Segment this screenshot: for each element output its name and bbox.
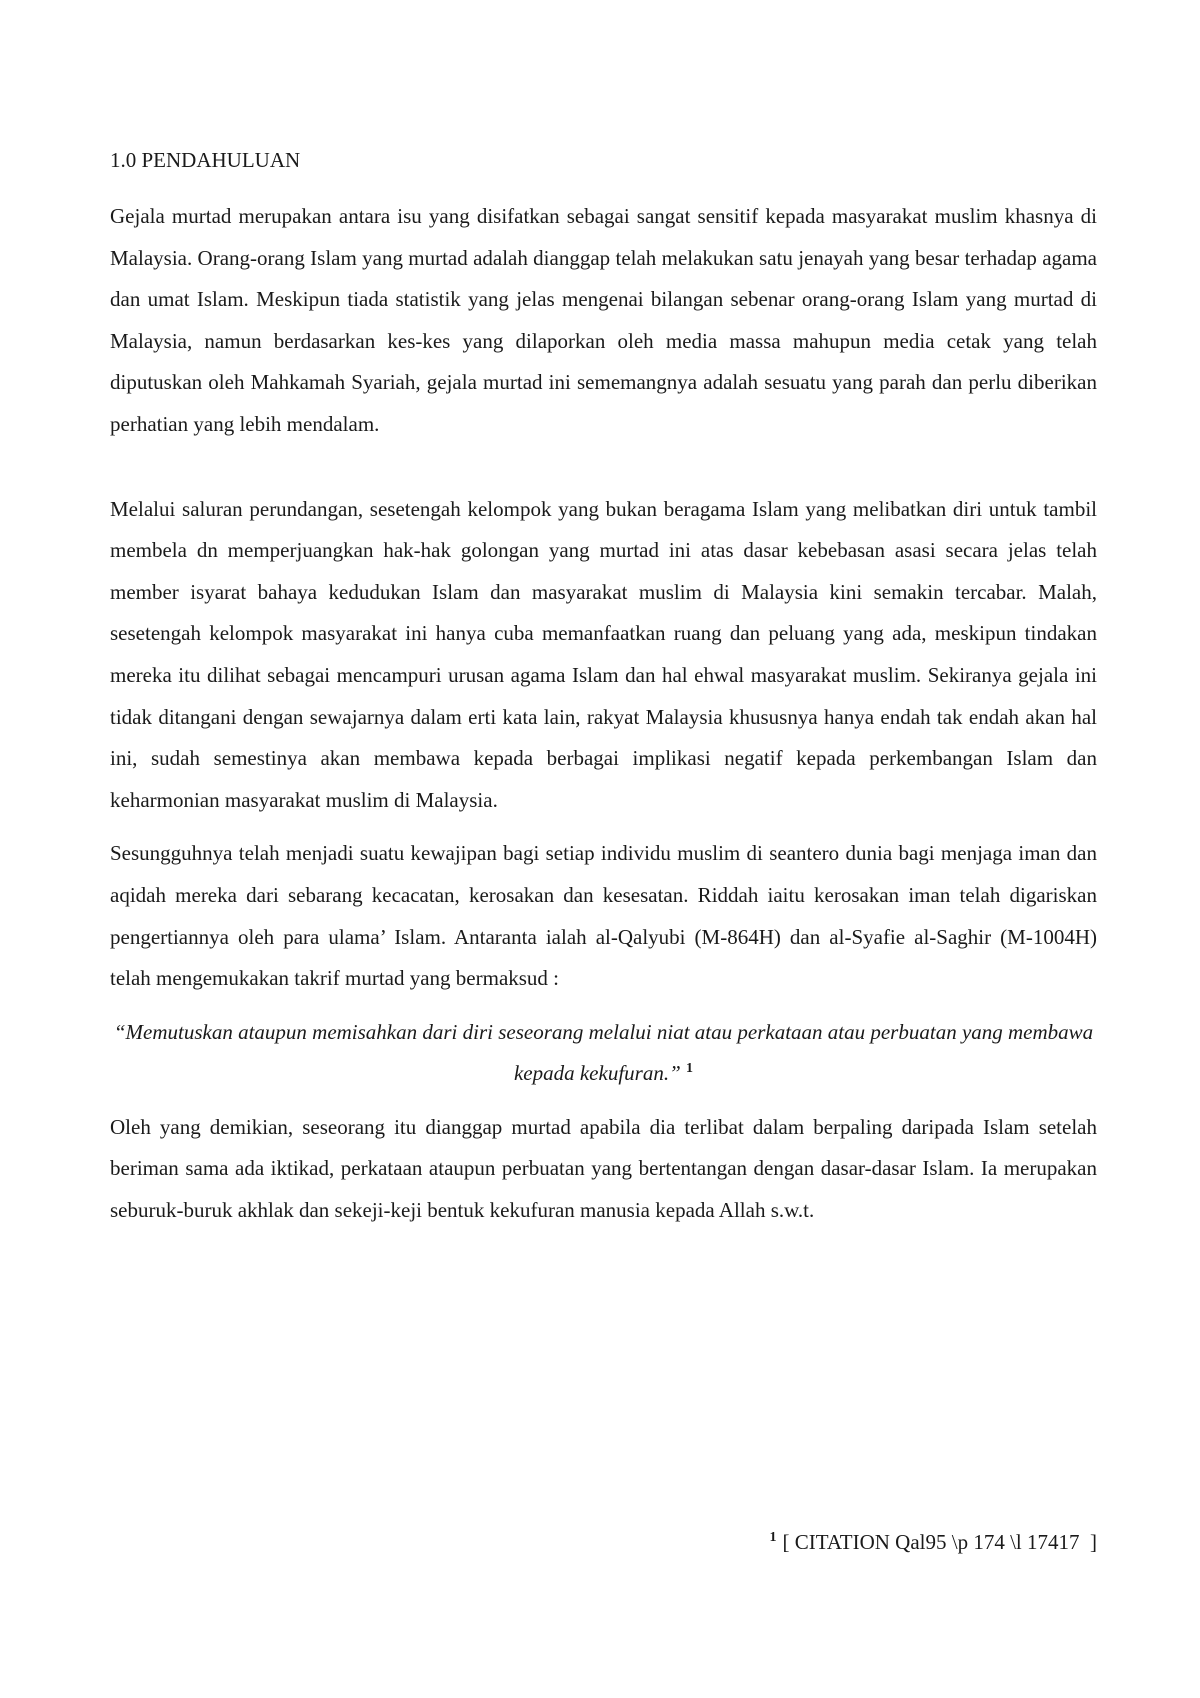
document-body [110,146,1097,1232]
paragraph-intro: Gejala murtad merupakan antara isu yang disifatkan sebagai sangat sensitif kepada masyarakat muslim khasnya di Malaysia. Orang-orang Islam yang murtad adalah dianggap telah melakukan satu jenayah yang besar terhadap agama dan umat Islam. Meskipun tiada statistik yang jelas mengenai bilangan sebenar orang-orang Islam yang murtad di Malaysia, namun berdasarkan kes-kes yang dilaporkan oleh media massa mahupun media cetak yang telah diputuskan oleh Mahkamah Syariah, gejala murtad ini sememangnya adalah sesuatu yang parah dan perlu diberikan perhatian yang lebih mendalam. [110,204,1097,436]
footnote-number: 1 [769,1530,777,1545]
paragraph-legal-channels: Melalui saluran perundangan, sesetengah kelompok yang bukan beragama Islam yang melibatkan diri untuk tambil membela dn memperjuangkan hak-hak golongan yang murtad ini atas dasar kebebasan asasi secara jelas telah member isyarat bahaya kedudukan Islam dan masyarakat muslim di Malaysia kini semakin tercabar. Malah, sesetengah kelompok masyarakat ini hanya cuba memanfaatkan ruang dan peluang yang ada, meskipun tindakan mereka itu dilihat sebagai mencampuri urusan agama Islam dan hal ehwal masyarakat muslim. Sekiranya gejala ini tidak ditangani dengan sewajarnya dalam erti kata lain, rakyat Malaysia khususnya hanya endah tak endah akan hal ini, sudah semestinya akan membawa kepada berbagai implikasi negatif kepada perkembangan Islam dan keharmonian masyarakat muslim di Malaysia. [110,496,1097,812]
quote-text: “Memutuskan ataupun memisahkan dari diri seseorang melalui niat atau perkataan atau perbuatan yang membawa kepada kekufuran.” [113,1019,1094,1086]
footnote-reference[interactable]: 1 [686,1061,694,1077]
block-quote [110,1012,1097,1095]
paragraph-obligation: Sesungguhnya telah menjadi suatu kewajipan bagi setiap individu muslim di seantero dunia bagi menjaga iman dan aqidah mereka dari sebarang kecacatan, kerosakan dan kesesatan. Riddah iaitu kerosakan iman telah digariskan pengertiannya oleh para ulama’ Islam. Antaranta ialah al-Qalyubi (M-864H) dan al-Syafie al-Saghir (M-1004H) telah mengemukakan takrif murtad yang bermaksud : [110,841,1097,991]
section-heading: 1.0 PENDAHULUAN [110,148,301,172]
footnote [770,1528,1097,1556]
footnote-citation[interactable]: [ CITATION Qal95 \p 174 \l 17417 ] [782,1530,1097,1554]
paragraph-conclusion: Oleh yang demikian, seseorang itu dianggap murtad apabila dia terlibat dalam berpaling daripada Islam setelah beriman sama ada iktikad, perkataan ataupun perbuatan yang bertentangan dengan dasar-dasar Islam. Ia merupakan seburuk-buruk akhlak dan sekeji-keji bentuk kekufuran manusia kepada Allah s.w.t. [110,1114,1097,1223]
